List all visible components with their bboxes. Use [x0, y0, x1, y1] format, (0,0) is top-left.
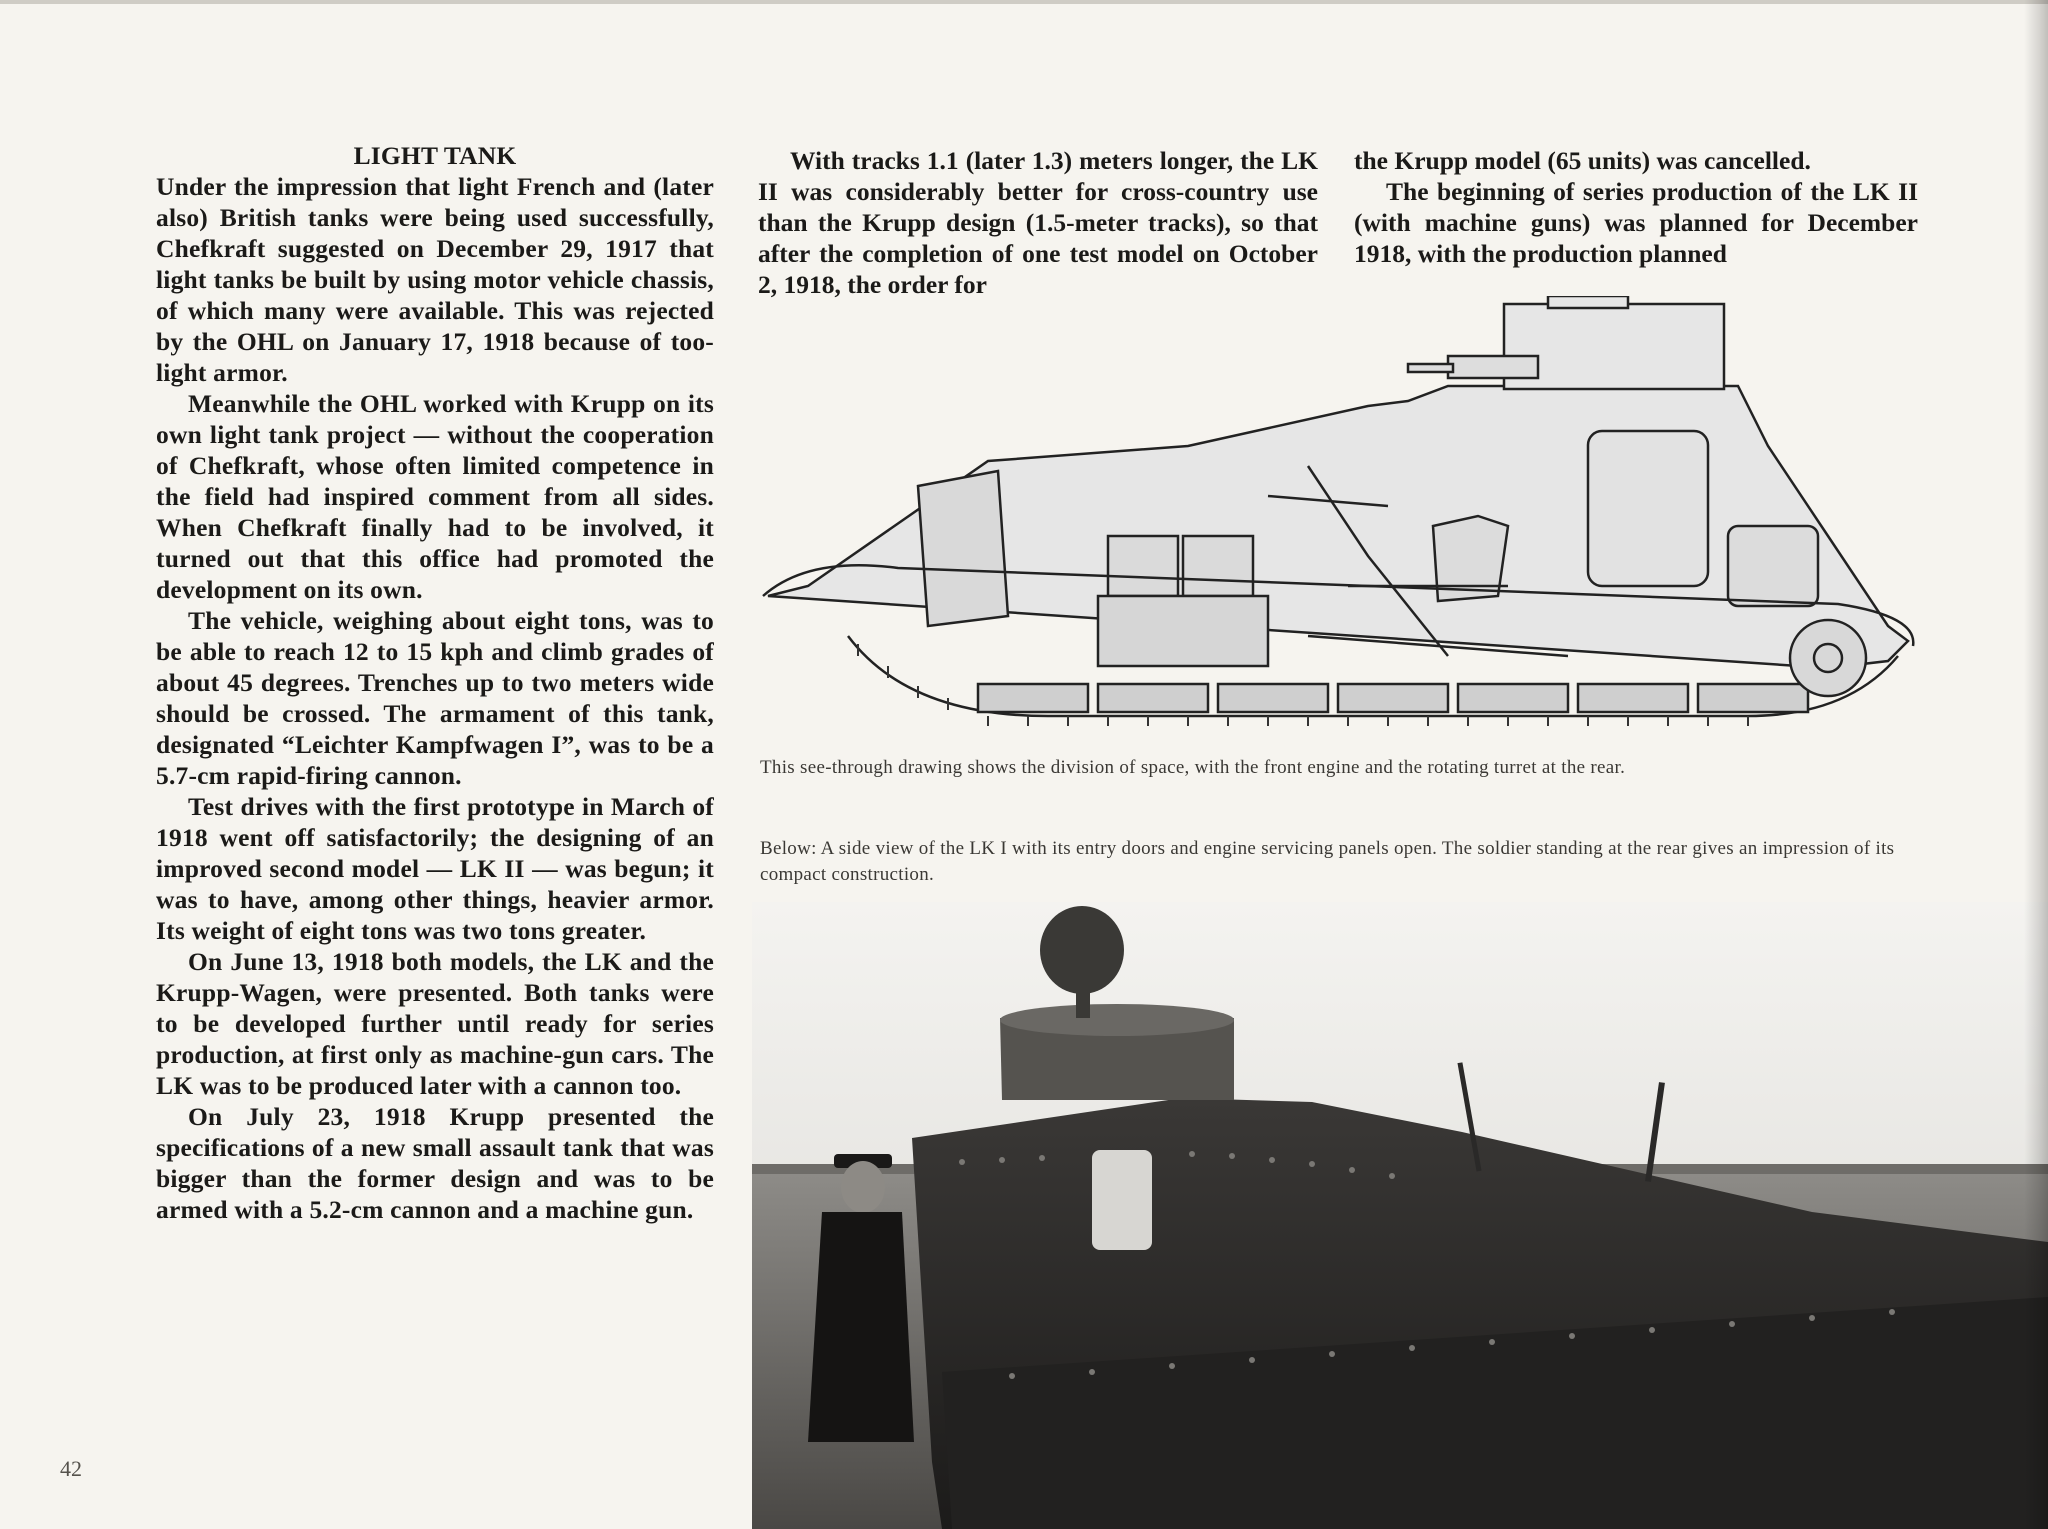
tank-cutaway-drawing: [748, 296, 1928, 732]
middle-text-column: [758, 145, 1318, 300]
photo-caption: Below: A side view of the LK I with its entry doors and engine servicing panels open. The soldier standing at the rear gives an impression of its compact construction.: [760, 838, 1895, 885]
paragraph-5: On June 13, 1918 both models, the LK and the Krupp-Wagen, were presented. Both tanks were to be developed further until ready for series production, at first only as machine-gun cars. The LK was to be produced later with a cannon too.: [156, 947, 714, 1100]
middle-paragraph: With tracks 1.1 (later 1.3) meters longer, the LK II was considerably better for cross-country use than the Krupp design (1.5-meter tracks), so that after the completion of one test model on October 2, 1918, the order for: [758, 146, 1318, 299]
section-heading: LIGHT TANK: [353, 141, 517, 170]
right-paragraph-2: The beginning of series production of the LK II (with machine guns) was planned for December 1918, with the production planned: [1354, 177, 1918, 268]
paragraph-2: Meanwhile the OHL worked with Krupp on its own light tank project — without the cooperation of Chefkraft, whose often limited competence in the field had inspired comment from all sides. When Chefkraft finally had to be involved, it turned out that this office had promoted the development on its own.: [156, 389, 714, 604]
drawing-caption: This see-through drawing shows the division of space, with the front engine and the rotating turret at the rear.: [760, 757, 1626, 778]
paragraph-6: On July 23, 1918 Krupp presented the specifications of a new small assault tank that was bigger than the former design and was to be armed with a 5.2-cm cannon and a machine gun.: [156, 1102, 714, 1224]
page-number: 42: [60, 1456, 82, 1481]
page-gutter-shadow: [2024, 0, 2048, 1529]
right-paragraph-1: the Krupp model (65 units) was cancelled.: [1354, 146, 1811, 175]
paragraph-1: Under the impression that light French and (later also) British tanks were being used successfully, Chefkraft suggested on December 29, 1917 that light tanks be built by using motor vehicle chassis, of which many were available. This was rejected by the OHL on January 17, 1918 because of too-light armor.: [156, 172, 714, 387]
right-text-column: [1354, 145, 1918, 269]
paragraph-3: The vehicle, weighing about eight tons, was to be able to reach 12 to 15 kph and climb grades of about 45 degrees. Trenches up to two meters wide should be crossed. The armament of this tank, designated “Leichter Kampfwagen I”, was to be a 5.7-cm rapid-firing cannon.: [156, 606, 714, 790]
page-top-edge: [0, 0, 2048, 4]
tank-side-photo: [752, 902, 2048, 1529]
paragraph-4: Test drives with the first prototype in March of 1918 went off satisfactorily; the designing of an improved second model — LK II — was begun; it was to have, among other things, heavier armor. Its weight of eight tons was two tons greater.: [156, 792, 714, 945]
left-text-column: [156, 140, 714, 1225]
